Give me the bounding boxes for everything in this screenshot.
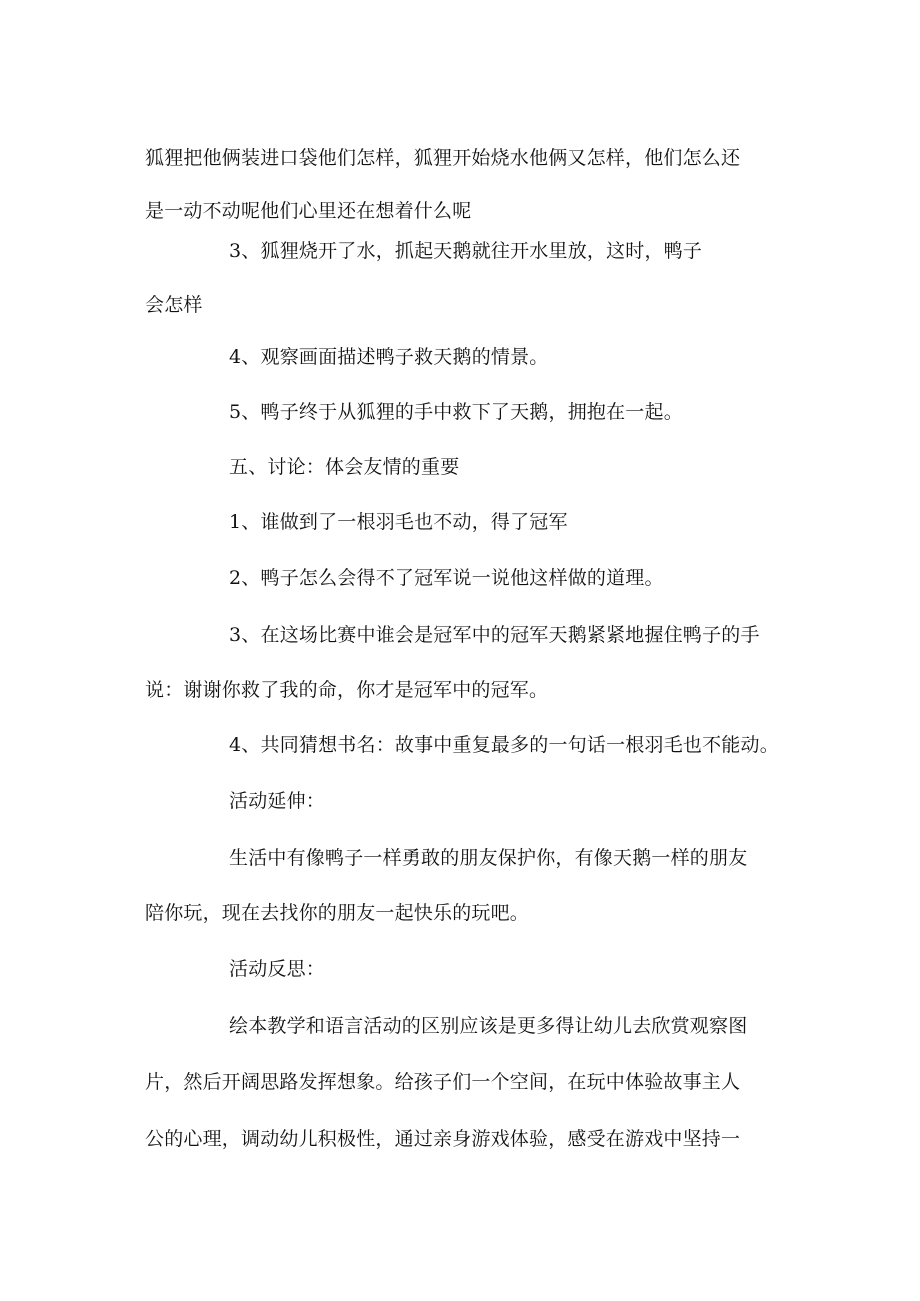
activity-extension-heading: 活动延伸：	[229, 790, 326, 812]
paragraph-line-11: 说：谢谢你救了我的命，你才是冠军中的冠军。	[145, 679, 549, 701]
activity-reflection-heading: 活动反思：	[229, 958, 326, 980]
paragraph-line-2: 是一动不动呢他们心里还在想着什么呢	[145, 200, 472, 222]
paragraph-line-12: 4、共同猜想书名：故事中重复最多的一句话一根羽毛也不能动。	[229, 734, 779, 756]
paragraph-line-1: 狐狸把他俩装进口袋他们怎样，狐狸开始烧水他俩又怎样，他们怎么还	[145, 147, 741, 169]
section-heading: 五、讨论：体会友情的重要	[229, 456, 460, 478]
paragraph-line-19: 公的心理，调动幼儿积极性，通过亲身游戏体验，感受在游戏中坚持一	[145, 1128, 741, 1150]
paragraph-line-6: 5、鸭子终于从狐狸的手中救下了天鹅，拥抱在一起。	[229, 401, 683, 423]
paragraph-line-15: 陪你玩，现在去找你的朋友一起快乐的玩吧。	[145, 902, 530, 924]
paragraph-line-17: 绘本教学和语言活动的区别应该是更多得让幼儿去欣赏观察图	[229, 1015, 748, 1037]
paragraph-line-5: 4、观察画面描述鸭子救天鹅的情景。	[229, 346, 549, 368]
paragraph-line-8: 1、谁做到了一根羽毛也不动，得了冠军	[229, 511, 568, 533]
paragraph-line-10: 3、在这场比赛中谁会是冠军中的冠军天鹅紧紧地握住鸭子的手	[229, 624, 760, 646]
paragraph-line-4: 会怎样	[145, 294, 203, 316]
paragraph-line-9: 2、鸭子怎么会得不了冠军说一说他这样做的道理。	[229, 567, 664, 589]
paragraph-line-18: 片，然后开阔思路发挥想象。给孩子们一个空间，在玩中体验故事主人	[145, 1071, 741, 1093]
paragraph-line-3: 3、狐狸烧开了水，抓起天鹅就往开水里放，这时，鸭子	[229, 240, 703, 262]
paragraph-line-14: 生活中有像鸭子一样勇敢的朋友保护你，有像天鹅一样的朋友	[229, 847, 748, 869]
